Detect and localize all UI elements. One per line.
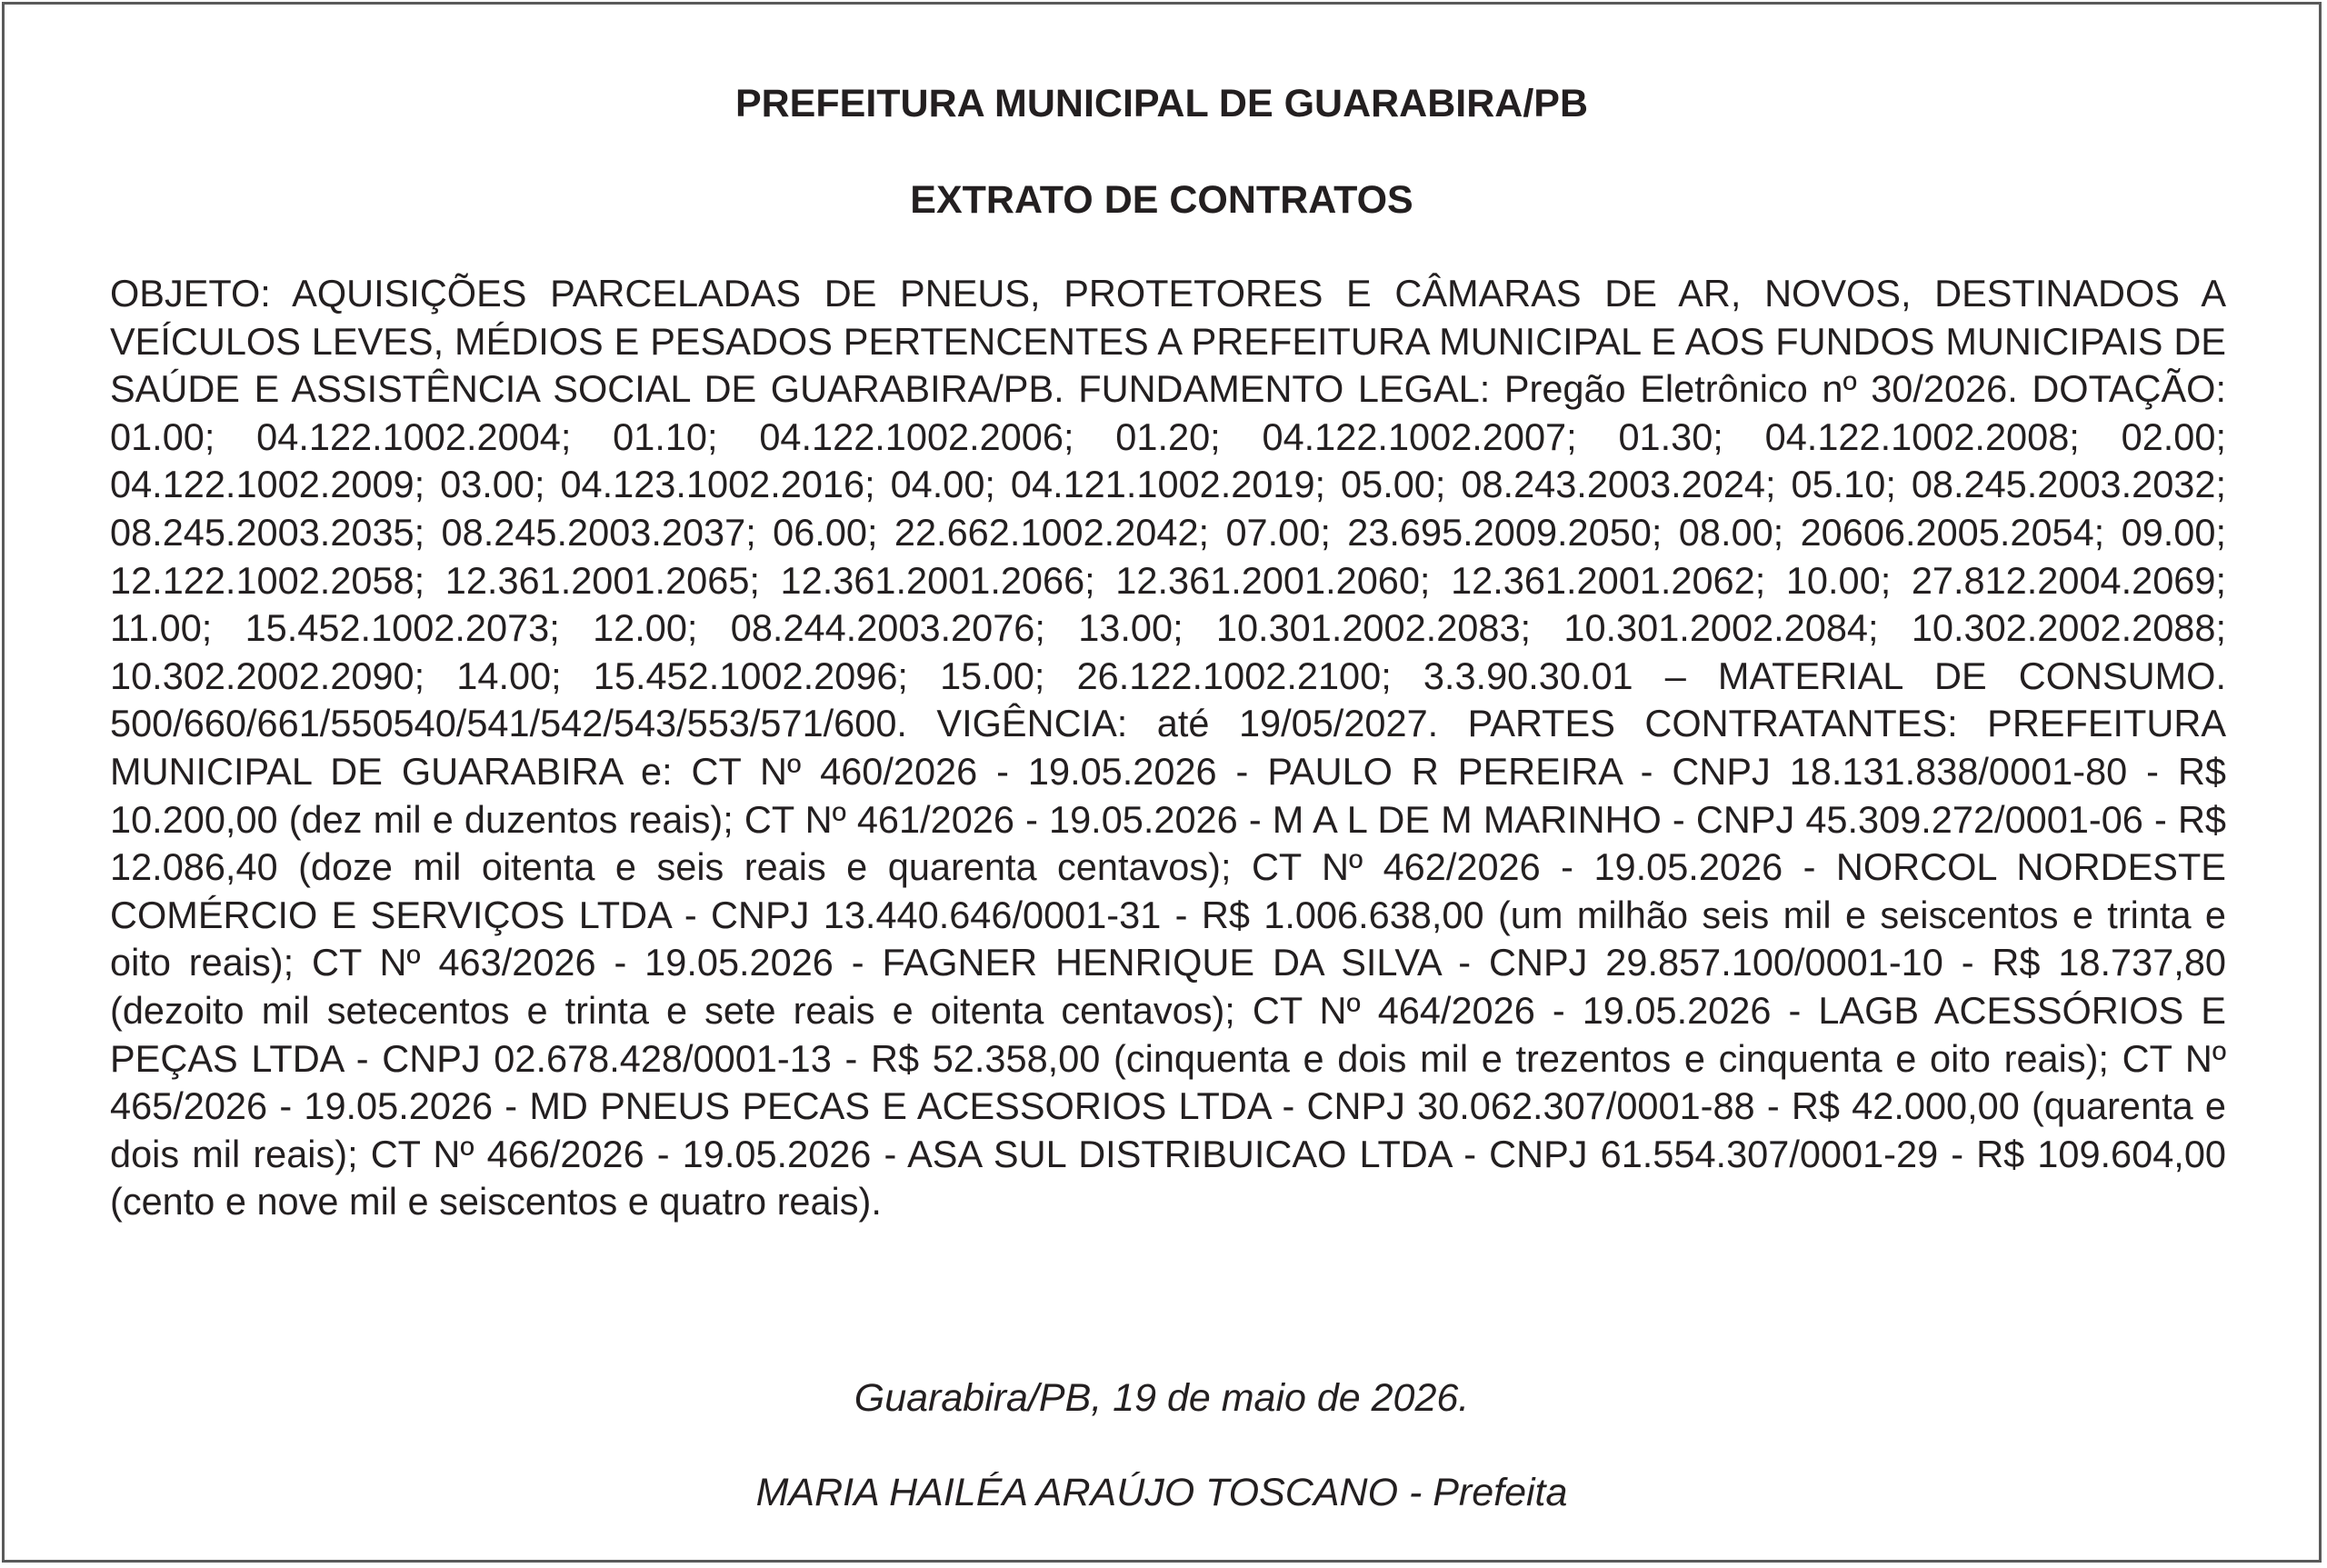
signatory: MARIA HAILÉA ARAÚJO TOSCANO - Prefeita xyxy=(755,1471,1568,1514)
place-and-date: Guarabira/PB, 19 de maio de 2026. xyxy=(854,1376,1470,1420)
contract-extract-body: OBJETO: AQUISIÇÕES PARCELADAS DE PNEUS, PROTETORES E CÂMARAS DE AR, NOVOS, DESTINADOS A VEÍCULOS LEVES, MÉDIOS E PESADOS PERTENCENTES A PREFEITURA MUNICIPAL E AOS FUNDOS MUNICIPAIS DE SAÚDE E ASSISTÊNCIA SOCIAL DE GUARABIRA/PB. FUNDAMENTO LEGAL: Pregão Eletrônico nº 30/2026. DOTAÇÃO: 01.00; 04.122.1002.2004; 01.10; 04.122.1002.2006; 01.20; 04.122.1002.2007; 01.30; 04.122.1002.2008; 02.00; 04.122.1002.2009; 03.00; 04.123.1002.2016; 04.00; 04.121.1002.2019; 05.00; 08.243.2003.2024; 05.10; 08.245.2003.2032; 08.245.2003.2035; 08.245.2003.2037; 06.00; 22.662.1002.2042; 07.00; 23.695.2009.2050; 08.00; 20606.2005.2054; 09.00; 12.122.1002.2058; 12.361.2001.2065; 12.361.2001.2066; 12.361.2001.2060; 12.361.2001.2062; 10.00; 27.812.2004.2069; 11.00; 15.452.1002.2073; 12.00; 08.244.2003.2076; 13.00; 10.301.2002.2083; 10.301.2002.2084; 10.302.2002.2088; 10.302.2002.2090; 14.00; 15.452.1002.2096; 15.00; 26.122.1002.2100; 3.3.90.30.01 – MATERIAL DE CONSUMO. 500/660/661/550540/541/542/543/553/571/600. VIGÊNCIA: até 19/05/2027. PARTES CONTRATANTES: PREFEITURA MUNICIPAL DE GUARABIRA e: CT Nº 460/2026 - 19.05.2026 - PAULO R PEREIRA - CNPJ 18.131.838/0001-80 - R$ 10.200,00 (dez mil e duzentos reais); CT Nº 461/2026 - 19.05.2026 - M A L DE M MARINHO - CNPJ 45.309.272/0001-06 - R$ 12.086,40 (doze mil oitenta e seis reais e quarenta centavos); CT Nº 462/2026 - 19.05.2026 - NORCOL NORDESTE COMÉRCIO E SERVIÇOS LTDA - CNPJ 13.440.646/0001-31 - R$ 1.006.638,00 (um milhão seis mil e seiscentos e trinta e oito reais); CT Nº 463/2026 - 19.05.2026 - FAGNER HENRIQUE DA SILVA - CNPJ 29.857.100/0001-10 - R$ 18.737,80 (dezoito mil setecentos e trinta e sete reais e oitenta centavos); CT Nº 464/2026 - 19.05.2026 - LAGB ACESSÓRIOS E PEÇAS LTDA - CNPJ 02.678.428/0001-13 - R$ 52.358,00 (cinquenta e dois mil e trezentos e cinquenta e oito reais); CT Nº 465/2026 - 19.05.2026 - MD PNEUS PECAS E ACESSORIOS LTDA - CNPJ 30.062.307/0001-88 - R$ 42.000,00 (quarenta e dois mil reais); CT Nº 466/2026 - 19.05.2026 - ASA SUL DISTRIBUICAO LTDA - CNPJ 61.554.307/0001-29 - R$ 109.604,00 (cento e nove mil e seiscentos e quatro reais). xyxy=(110,272,2226,1223)
entity-heading: PREFEITURA MUNICIPAL DE GUARABIRA/PB xyxy=(734,82,1589,125)
document-title: EXTRATO DE CONTRATOS xyxy=(910,178,1413,222)
document-frame xyxy=(2,2,2322,1563)
